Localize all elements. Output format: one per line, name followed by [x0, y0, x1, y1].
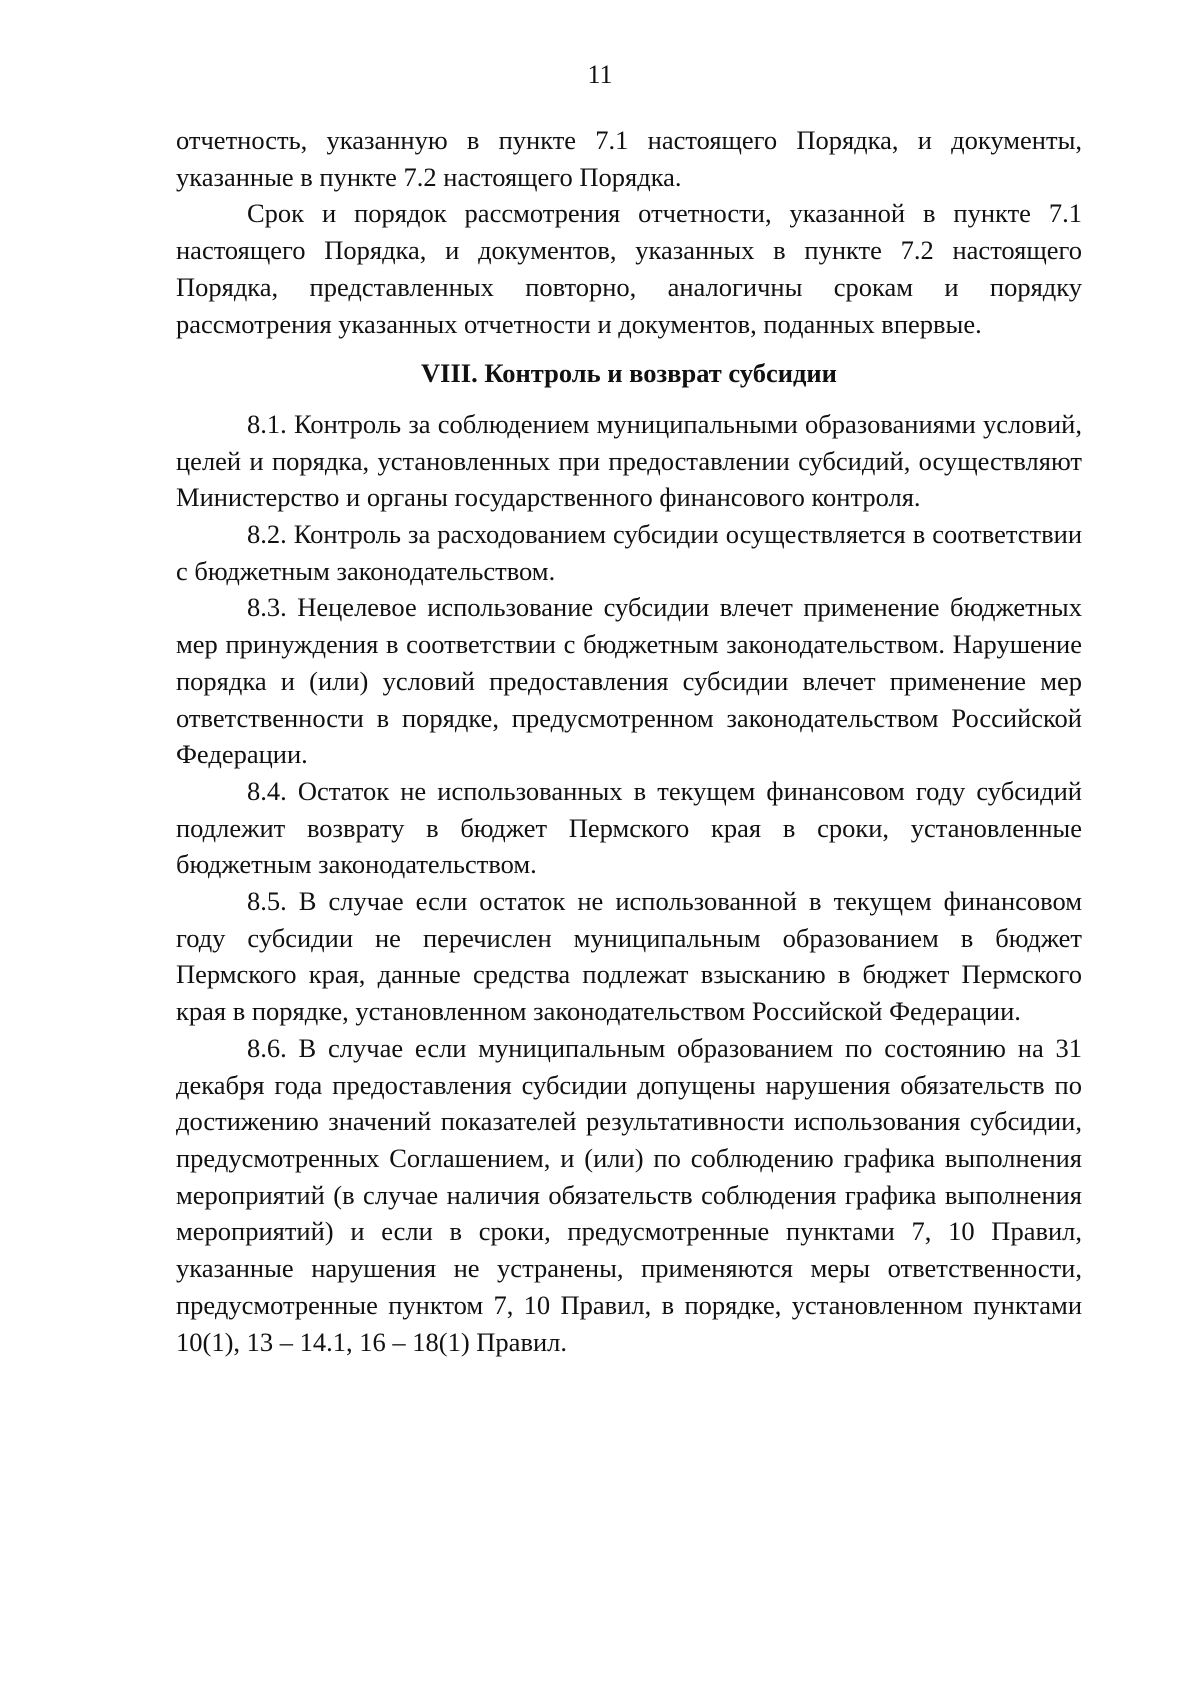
document-body: [176, 122, 1082, 1360]
clause-8-6: 8.6. В случае если муниципальным образованием по состоянию на 31 декабря года предоставления субсидии допущены нарушения обязательств по достижению значений показателей результативности использования субсидии, предусмотренных Соглашением, и (или) по соблюдению графика выполнения мероприятий (в случае наличия обязательств соблюдения графика выполнения мероприятий) и если в сроки, предусмотренные пунктами 7, 10 Правил, указанные нарушения не устранены, применяются меры ответственности, предусмотренные пунктом 7, 10 Правил, в порядке, установленном пунктами 10(1), 13 – 14.1, 16 – 18(1) Правил.: [176, 1032, 1082, 1357]
clause-8-1: 8.1. Контроль за соблюдением муниципальными образованиями условий, целей и порядка, установленных при предоставлении субсидий, осуществляют Министерство и органы государственного финансового контроля.: [176, 408, 1082, 513]
clause-8-5: 8.5. В случае если остаток не использованной в текущем финансовом году субсидии не перечислен муниципальным образованием в бюджет Пермского края, данные средства подлежат взысканию в бюджет Пермского края в порядке, установленном законодательством Российской Федерации.: [176, 886, 1082, 1027]
clause-8-2: 8.2. Контроль за расходованием субсидии осуществляется в соответствии с бюджетным законодательством.: [176, 519, 1082, 586]
review-terms-paragraph: Срок и порядок рассмотрения отчетности, указанной в пункте 7.1 настоящего Порядка, и документов, указанных в пункте 7.2 настоящего Порядка, представленных повторно, аналогичны срокам и порядку рассмотрения указанных отчетности и документов, поданных впервые.: [176, 198, 1082, 339]
clause-8-3: 8.3. Нецелевое использование субсидии влечет применение бюджетных мер принуждения в соответствии с бюджетным законодательством. Нарушение порядка и (или) условий предоставления субсидии влечет применение мер ответственности в порядке, предусмотренном законодательством Российской Федерации.: [176, 592, 1082, 770]
clause-8-4: 8.4. Остаток не использованных в текущем финансовом году субсидий подлежит возврату в бюджет Пермского края в сроки, установленные бюджетным законодательством.: [176, 775, 1082, 880]
continuation-paragraph: отчетность, указанную в пункте 7.1 настоящего Порядка, и документы, указанные в пункте 7.2 настоящего Порядка.: [176, 125, 1082, 192]
page-number: 11: [587, 60, 613, 89]
section-heading: VIII. Контроль и возврат субсидии: [421, 358, 837, 389]
